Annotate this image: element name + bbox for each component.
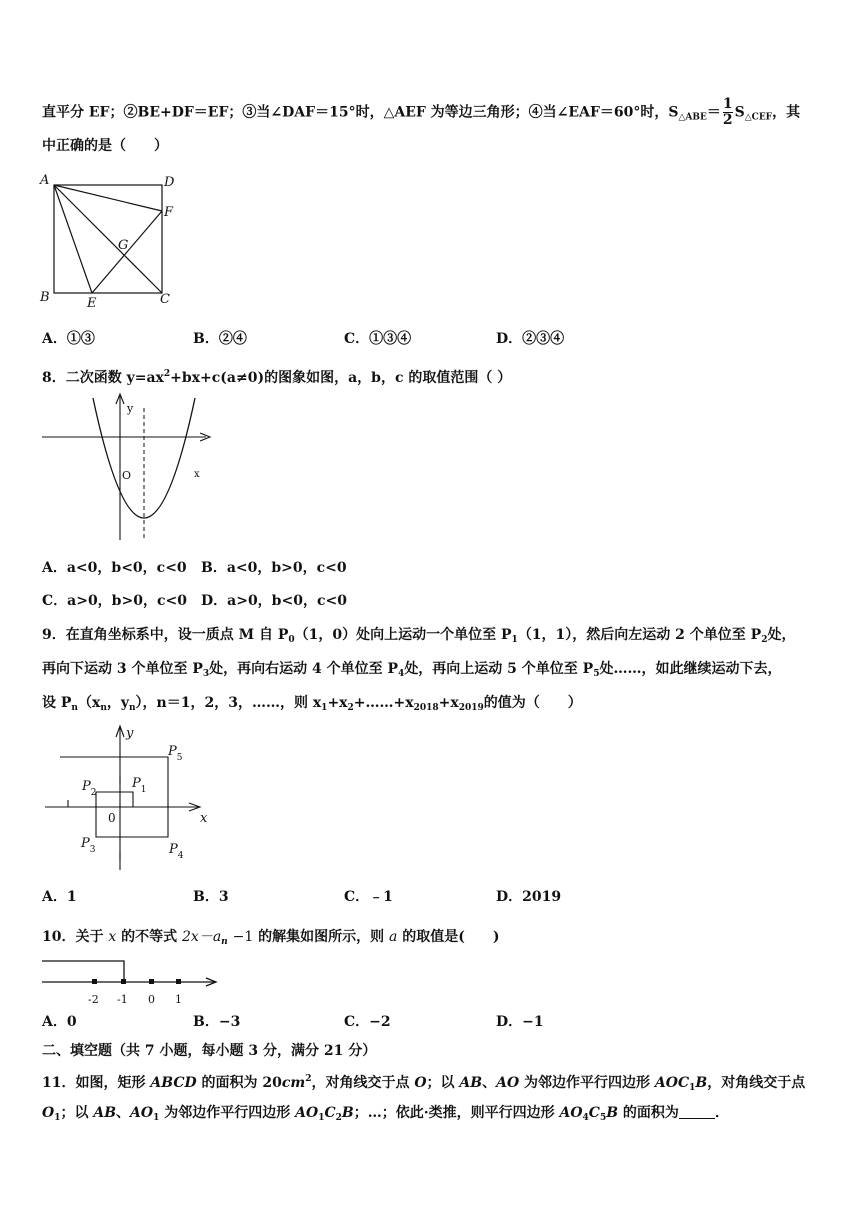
- q9-x-label: x: [200, 811, 208, 826]
- q8-stem: 8．二次函数 $y=ax^2+bx+c(a\ne 0)$的图象如图，a，b，c 的取值范围（ ）: [42, 369, 512, 386]
- q9-line3: 设 $P_n(x_n$，$y_n$），n＝1，2，3，……，则 $x_1+x_2+\dots\dots+x_{2018}+x_{2019}$的值为（ ）: [42, 695, 582, 713]
- label-f: F: [164, 205, 174, 220]
- p3-label: $P_3$: [81, 836, 96, 855]
- p4-label: $P_4$: [169, 842, 184, 861]
- tick-minus1: [121, 979, 126, 984]
- q9-option-c: C．﹣1: [344, 889, 393, 905]
- p1-label: $P_1$: [132, 776, 147, 795]
- spiral-path: [60, 757, 168, 837]
- segment-af: [54, 185, 162, 211]
- tick-0: [149, 979, 154, 984]
- q9-option-b: B．3: [193, 889, 229, 905]
- diagonal-ac: [54, 185, 162, 293]
- q8-option-c: C．a>0，b>0，c<0: [42, 593, 187, 609]
- q8-option-a: A．a<0，b<0，c<0: [42, 560, 187, 576]
- label-c: C: [160, 292, 170, 307]
- tick-label-0: 0: [148, 993, 155, 1006]
- tick-label-minus1: -1: [117, 993, 128, 1006]
- label-b: B: [40, 290, 50, 305]
- origin-label: O: [122, 469, 132, 482]
- q9-option-a: A．1: [42, 889, 77, 905]
- solution-ray: [42, 961, 124, 982]
- q10-option-b: B．−3: [193, 1014, 241, 1030]
- label-e: E: [87, 296, 97, 311]
- q7-option-b: B．②④: [193, 331, 247, 347]
- q9-line1: 9．在直角坐标系中，设一质点 M 自 $P_0(1$，0）处向上运动一个单位至 $P_1(1$，1），然后向左运动 2 个单位至 $P_2$处，: [42, 627, 796, 645]
- label-a: A: [40, 173, 50, 188]
- q9-option-d: D．2019: [496, 889, 562, 905]
- section-2-heading: 二、填空题（共 7 小题，每小题 3 分，满分 21 分）: [42, 1043, 377, 1059]
- fraction-one-half: $\frac{1}{2}$: [722, 96, 733, 128]
- tick-label-minus2: -2: [88, 993, 99, 1006]
- q9-line2: 再向下运动 3 个单位至 $P_3$处，再向右运动 4 个单位至 $P_4$处，再向上运动 5 个单位至 $P_5$处……，如此继续运动下去，: [42, 661, 782, 679]
- p5-label: $P_5$: [168, 744, 183, 763]
- tick-label-1: 1: [175, 993, 182, 1006]
- y-label: y: [127, 402, 134, 415]
- q8-option-d: D．a>0，b<0，c<0: [201, 593, 347, 609]
- q10-option-c: C．−2: [344, 1014, 391, 1030]
- label-d: D: [164, 175, 175, 190]
- q10-number-line: [42, 961, 216, 1006]
- q7-option-d: D．②③④: [496, 331, 565, 347]
- q11-line1: 11．如图，矩形 ABCD 的面积为 $20cm^2$，对角线交于点 O；以 AB、AO 为邻边作平行四边形 $AOC_1B$，对角线交于点: [42, 1074, 806, 1093]
- q9-y-label: y: [126, 726, 134, 741]
- q7-option-c: C．①③④: [344, 331, 412, 347]
- tick-1: [176, 979, 181, 984]
- x-label: x: [194, 469, 200, 480]
- tick-minus2: [92, 979, 97, 984]
- q7-option-a: A．①③: [42, 331, 95, 347]
- q9-zero-label: 0: [108, 811, 116, 825]
- q7-line2: 中正确的是（ ）: [42, 138, 168, 154]
- segment-ae: [54, 185, 92, 293]
- q8-option-b: B．a<0，b>0，c<0: [201, 560, 347, 576]
- label-g: G: [118, 238, 129, 253]
- q7-line1: 直平分 EF；②BE+DF＝EF；③当∠DAF＝15°时，△AEF 为等边三角形；④当∠EAF＝60°时，$S_{\triangle ABE}=$ $\frac{1}{2}$ $S_{\triangle CEF}$，其: [42, 96, 801, 128]
- q10-option-a: A．0: [42, 1014, 77, 1030]
- answer-blank[interactable]: [679, 1104, 715, 1119]
- q10-option-d: D．−1: [496, 1014, 544, 1030]
- p2-label: $P_2$: [82, 779, 97, 798]
- q8-parabola-graph: [42, 394, 210, 540]
- q11-line2: $O_1$；以 AB、$AO_1$ 为邻边作平行四边形 $AO_1C_2B$；…；依此·类推，则平行四边形 $AO_4C_5B$ 的面积为 ．: [42, 1105, 729, 1123]
- q10-stem: 10．关于 x 的不等式 $2x-a_n -1$ 的解集如图所示，则 a 的取值是( ): [42, 929, 500, 947]
